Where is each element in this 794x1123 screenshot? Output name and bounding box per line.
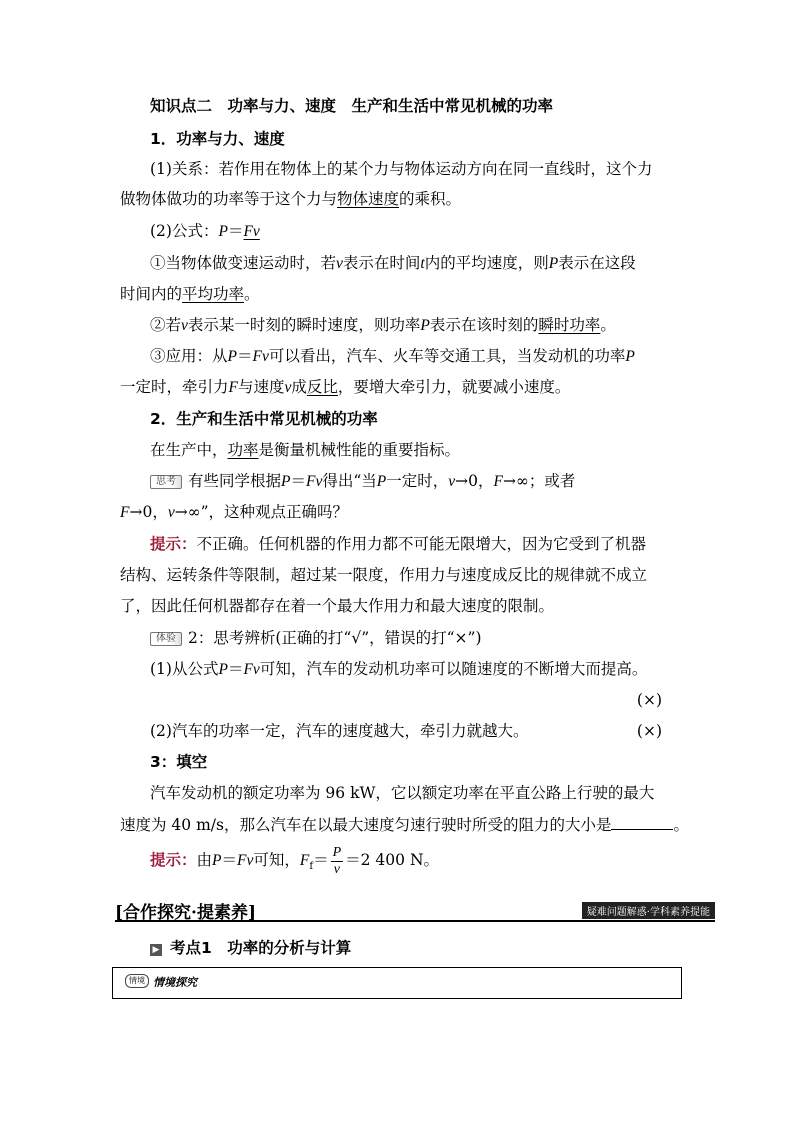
section-tag: 疑难问题解惑·学科素养提能 xyxy=(582,902,715,919)
underlined-answer: 物体速度 xyxy=(337,190,400,208)
equals-sign: ＝ xyxy=(313,851,329,869)
fill-line-1: 汽车发动机的额定功率为 96 kW，它以额定功率在平直公路上行驶的最大 xyxy=(150,784,655,802)
formula-line xyxy=(150,222,676,242)
s2-text xyxy=(150,441,676,460)
text: 。 xyxy=(244,285,260,303)
judge2-mark: (×) xyxy=(636,722,662,740)
think-tag: 思考 xyxy=(150,475,182,489)
text: 内的平均速度，则 xyxy=(424,254,549,272)
underlined-answer: 平均功率 xyxy=(182,285,245,303)
text: 有些同学根据 xyxy=(188,472,282,490)
symbol-p: P xyxy=(227,348,237,365)
hint2-line xyxy=(150,845,676,877)
fraction xyxy=(331,845,344,877)
text: 成 xyxy=(291,378,307,396)
section-divider xyxy=(115,920,715,922)
symbol-fv: Fv xyxy=(306,473,323,490)
underlined-answer: 反比 xyxy=(306,378,338,396)
hint1-line-3: 了，因此任何机器都存在着一个最大作用力和最大速度的限制。 xyxy=(120,597,555,615)
fill-line-2 xyxy=(120,815,689,835)
judge1-line xyxy=(150,660,676,680)
symbol-v: v xyxy=(448,473,456,490)
judge1-mark: (×) xyxy=(636,691,662,709)
relation-line-1: (1)关系：若作用在物体上的某个力与物体运动方向在同一直线时，这个力 xyxy=(150,160,653,178)
hint1-line-1 xyxy=(150,535,676,554)
text: ①当物体做变速运动时，若 xyxy=(150,254,337,272)
play-triangle-icon: ▶ xyxy=(150,944,162,956)
kaodian-label: 考点1 功率的分析与计算 xyxy=(170,939,352,957)
symbol-fv: Fv xyxy=(243,661,260,678)
text: 一定时， xyxy=(386,472,449,490)
symbol-t: t xyxy=(420,255,425,272)
equals-sign: ＝ xyxy=(227,660,244,678)
text: 速度为 40 m/s，那么汽车在以最大速度匀速行驶时所受的阻力的大小是 xyxy=(120,816,612,834)
scenario-title: 情境探究 xyxy=(153,976,197,989)
formula-label: (2)公式： xyxy=(150,222,219,240)
section-title: [合作探究·提素养] xyxy=(115,903,257,923)
text: 表示在该时刻的 xyxy=(429,316,539,334)
equals-sign: ＝ xyxy=(236,347,253,365)
hint-label: 提示： xyxy=(150,535,197,553)
hint-label: 提示： xyxy=(150,851,197,869)
experience-line xyxy=(150,629,676,648)
item3-line-1 xyxy=(150,347,676,367)
symbol-f: F xyxy=(228,379,238,396)
section-heading: 知识点二 功率与力、速度 生产和生活中常见机械的功率 xyxy=(150,97,554,115)
text: ＝2 400 N。 xyxy=(345,851,440,869)
subsection-title-2: 2．生产和生活中常见机械的功率 xyxy=(150,410,378,428)
judge2-line: (2)汽车的功率一定，汽车的速度越大，牵引力就越大。 xyxy=(150,722,529,740)
experience-tag: 体验 xyxy=(150,632,182,646)
relation-text: 的乘积。 xyxy=(399,190,462,208)
text: 在生产中， xyxy=(150,441,228,459)
answer-blank xyxy=(611,815,673,830)
text: 可知， xyxy=(253,851,300,869)
scenario-icon: 情境 xyxy=(125,974,149,988)
symbol-fv: Fv xyxy=(237,852,254,869)
equals-sign: ＝ xyxy=(227,222,244,240)
symbol-fv: Fv xyxy=(252,348,269,365)
text: →∞”，这种观点正确吗？ xyxy=(174,503,349,521)
text: 得出“当 xyxy=(322,472,377,490)
text: 。 xyxy=(600,316,616,334)
text: 一定时，牵引力 xyxy=(120,378,229,396)
fill-title: 3：填空 xyxy=(150,753,208,771)
symbol-v: v xyxy=(336,255,343,272)
symbol-v: v xyxy=(284,379,292,396)
symbol-p: P xyxy=(625,348,635,365)
text: 由 xyxy=(196,851,213,869)
text: 2：思考辨析(正确的打“√”，错误的打“×”) xyxy=(188,629,482,647)
text: 表示在时间 xyxy=(342,254,421,272)
text: 表示某一时刻的瞬时速度，则功率 xyxy=(187,316,421,334)
fraction-denominator: v xyxy=(333,862,340,877)
relation-text: 做物体做功的功率等于这个力与 xyxy=(120,190,338,208)
text: 可知，汽车的发动机功率可以随速度的不断增大而提高。 xyxy=(259,660,648,678)
text: 。 xyxy=(673,816,689,834)
text: 不正确。任何机器的作用力都不可能无限增大，因为它受到了机器 xyxy=(196,535,647,553)
fraction-numerator: P xyxy=(332,845,342,860)
hint1-line-2: 结构、运转条件等限制，超过某一限度，作用力与速度成反比的规律就不成立 xyxy=(120,566,648,584)
text: →∞；或者 xyxy=(503,472,576,490)
text: ③应用：从 xyxy=(150,347,228,365)
symbol-f: F xyxy=(299,852,310,869)
symbol-p: P xyxy=(548,255,559,272)
kaodian-line xyxy=(150,936,351,958)
text: ②若 xyxy=(150,316,182,334)
equals-sign: ＝ xyxy=(221,851,238,869)
symbol-v: v xyxy=(181,317,188,334)
symbol-p: P xyxy=(212,852,222,869)
text: 时间内的 xyxy=(120,285,183,303)
symbol-v: v xyxy=(167,504,175,521)
symbol-p: P xyxy=(376,473,387,490)
text: 可以看出，汽车、火车等交通工具，当发动机的功率 xyxy=(268,347,626,365)
text: (1)从公式 xyxy=(150,660,219,678)
underlined-answer: 功率 xyxy=(227,441,259,459)
equals-sign: ＝ xyxy=(290,472,306,490)
text: 与速度 xyxy=(237,378,285,396)
symbol-p: P xyxy=(420,317,430,334)
symbol-p: P xyxy=(218,661,228,678)
symbol-p: P xyxy=(281,473,291,490)
item1-line-2 xyxy=(120,285,676,304)
symbol-f: F xyxy=(493,473,503,490)
text: 是衡量机械性能的重要指标。 xyxy=(258,441,461,459)
symbol-f: F xyxy=(120,504,130,521)
section-header xyxy=(115,898,715,922)
subsection-title-1: 1．功率与力、速度 xyxy=(150,130,285,148)
text: →0， xyxy=(129,503,168,521)
text: 表示在这段 xyxy=(558,254,636,272)
underlined-answer: Fv xyxy=(243,223,260,240)
underlined-answer: 瞬时功率 xyxy=(538,316,601,334)
subscript-f: f xyxy=(309,861,314,873)
text: →0， xyxy=(455,472,494,490)
think-line-1 xyxy=(150,472,676,492)
text: ，要增大牵引力，就要减小速度。 xyxy=(337,378,571,396)
relation-line-2 xyxy=(120,190,676,209)
item1-line-1 xyxy=(150,254,676,274)
symbol-p: P xyxy=(218,223,228,240)
scenario-box xyxy=(112,967,682,999)
item3-line-2 xyxy=(120,378,676,398)
item2-line xyxy=(150,316,676,336)
think-line-2 xyxy=(120,503,676,523)
